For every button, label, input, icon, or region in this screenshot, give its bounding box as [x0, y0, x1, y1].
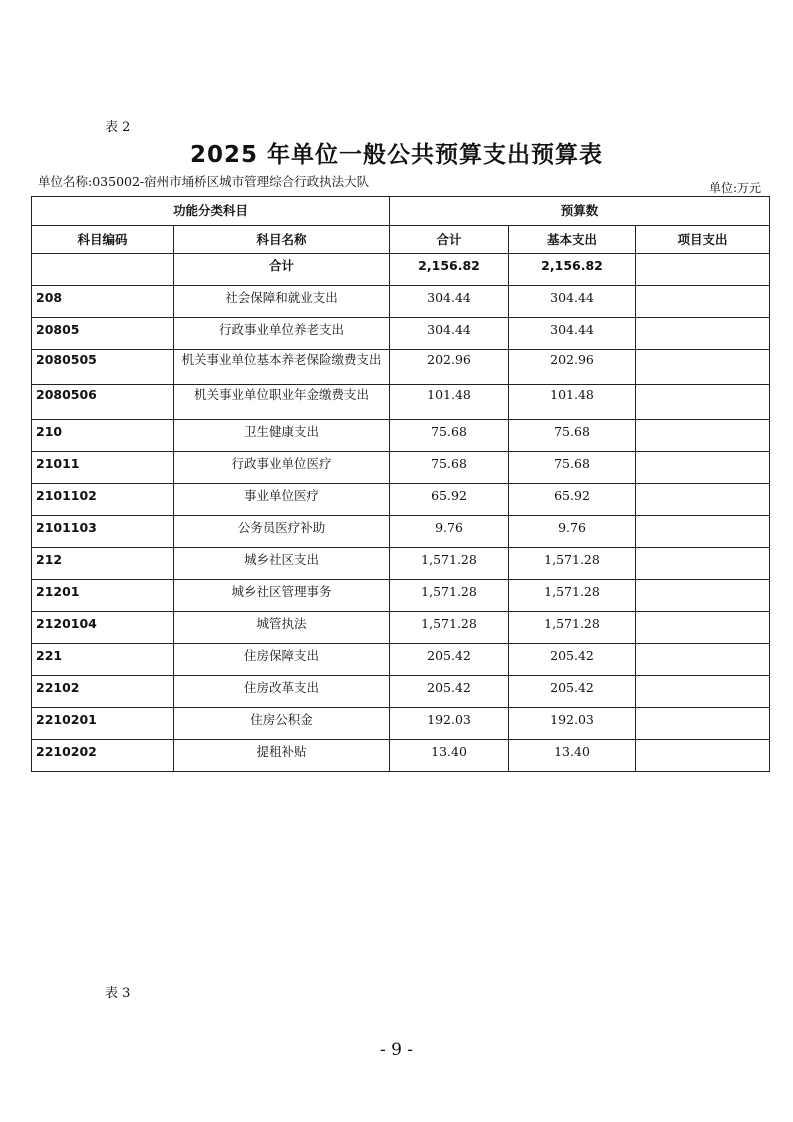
total-project	[636, 254, 770, 286]
table-row	[32, 676, 770, 708]
table-label: 表 2	[105, 120, 131, 135]
cell-name: 公务员医疗补助	[174, 516, 390, 548]
cell-code: 210	[32, 420, 174, 452]
table-row	[32, 318, 770, 350]
cell-name: 行政事业单位医疗	[174, 452, 390, 484]
cell-project	[636, 385, 770, 420]
header-functional-category: 功能分类科目	[32, 197, 390, 226]
table-row	[32, 484, 770, 516]
table-row	[32, 580, 770, 612]
cell-basic: 1,571.28	[509, 580, 636, 612]
cell-code: 212	[32, 548, 174, 580]
header-budget-amount: 预算数	[390, 197, 770, 226]
cell-project	[636, 740, 770, 772]
cell-code: 221	[32, 644, 174, 676]
cell-name: 机关事业单位职业年金缴费支出	[174, 385, 390, 420]
cell-basic: 75.68	[509, 420, 636, 452]
cell-total: 304.44	[390, 286, 509, 318]
cell-name: 城乡社区管理事务	[174, 580, 390, 612]
budget-table	[31, 196, 770, 772]
cell-project	[636, 452, 770, 484]
total-sum: 2,156.82	[390, 254, 509, 286]
table-row	[32, 516, 770, 548]
table-row	[32, 548, 770, 580]
table-row	[32, 420, 770, 452]
cell-project	[636, 580, 770, 612]
cell-basic: 65.92	[509, 484, 636, 516]
cell-code: 2080506	[32, 385, 174, 420]
cell-project	[636, 644, 770, 676]
cell-code: 208	[32, 286, 174, 318]
cell-total: 9.76	[390, 516, 509, 548]
next-table-label: 表 3	[105, 986, 131, 1001]
cell-code: 20805	[32, 318, 174, 350]
cell-project	[636, 612, 770, 644]
table-row	[32, 708, 770, 740]
total-label: 合计	[174, 254, 390, 286]
column-header-code: 科目编码	[32, 226, 174, 254]
cell-name: 事业单位医疗	[174, 484, 390, 516]
cell-total: 101.48	[390, 385, 509, 420]
cell-basic: 304.44	[509, 286, 636, 318]
cell-total: 1,571.28	[390, 548, 509, 580]
cell-project	[636, 350, 770, 385]
cell-name: 住房公积金	[174, 708, 390, 740]
cell-project	[636, 516, 770, 548]
cell-code: 2101103	[32, 516, 174, 548]
cell-basic: 202.96	[509, 350, 636, 385]
table-row	[32, 452, 770, 484]
column-header-total: 合计	[390, 226, 509, 254]
page-title: 2025 年单位一般公共预算支出预算表	[189, 142, 604, 168]
table-row	[32, 612, 770, 644]
cell-code: 2210202	[32, 740, 174, 772]
cell-total: 1,571.28	[390, 580, 509, 612]
column-header-basic: 基本支出	[509, 226, 636, 254]
cell-project	[636, 708, 770, 740]
cell-total: 192.03	[390, 708, 509, 740]
total-row	[32, 254, 770, 286]
cell-total: 13.40	[390, 740, 509, 772]
cell-total: 65.92	[390, 484, 509, 516]
cell-total: 202.96	[390, 350, 509, 385]
total-basic: 2,156.82	[509, 254, 636, 286]
cell-code: 22102	[32, 676, 174, 708]
cell-basic: 13.40	[509, 740, 636, 772]
cell-project	[636, 286, 770, 318]
cell-code: 2080505	[32, 350, 174, 385]
cell-project	[636, 676, 770, 708]
cell-total: 75.68	[390, 452, 509, 484]
cell-project	[636, 484, 770, 516]
cell-total: 304.44	[390, 318, 509, 350]
cell-code: 2210201	[32, 708, 174, 740]
cell-basic: 1,571.28	[509, 548, 636, 580]
cell-code: 2101102	[32, 484, 174, 516]
cell-basic: 9.76	[509, 516, 636, 548]
cell-name: 提租补贴	[174, 740, 390, 772]
cell-project	[636, 548, 770, 580]
unit-name: 单位名称:035002-宿州市埇桥区城市管理综合行政执法大队	[38, 174, 370, 189]
table-row	[32, 740, 770, 772]
cell-name: 住房保障支出	[174, 644, 390, 676]
table-row	[32, 644, 770, 676]
cell-name: 住房改革支出	[174, 676, 390, 708]
cell-basic: 1,571.28	[509, 612, 636, 644]
cell-basic: 192.03	[509, 708, 636, 740]
cell-basic: 205.42	[509, 644, 636, 676]
cell-name: 城管执法	[174, 612, 390, 644]
cell-total: 205.42	[390, 644, 509, 676]
cell-code: 21201	[32, 580, 174, 612]
table-row	[32, 350, 770, 385]
cell-name: 卫生健康支出	[174, 420, 390, 452]
cell-basic: 75.68	[509, 452, 636, 484]
column-header-name: 科目名称	[174, 226, 390, 254]
currency-unit: 单位:万元	[708, 181, 761, 195]
cell-name: 行政事业单位养老支出	[174, 318, 390, 350]
cell-name: 城乡社区支出	[174, 548, 390, 580]
cell-project	[636, 420, 770, 452]
page-number: - 9 -	[379, 1040, 414, 1060]
cell-name: 机关事业单位基本养老保险缴费支出	[174, 350, 390, 385]
cell-basic: 101.48	[509, 385, 636, 420]
table-row	[32, 385, 770, 420]
column-header-project: 项目支出	[636, 226, 770, 254]
cell-code: 2120104	[32, 612, 174, 644]
cell-basic: 304.44	[509, 318, 636, 350]
table-row	[32, 286, 770, 318]
cell-total: 205.42	[390, 676, 509, 708]
cell-name: 社会保障和就业支出	[174, 286, 390, 318]
total-code	[32, 254, 174, 286]
cell-basic: 205.42	[509, 676, 636, 708]
cell-project	[636, 318, 770, 350]
cell-code: 21011	[32, 452, 174, 484]
cell-total: 1,571.28	[390, 612, 509, 644]
cell-total: 75.68	[390, 420, 509, 452]
